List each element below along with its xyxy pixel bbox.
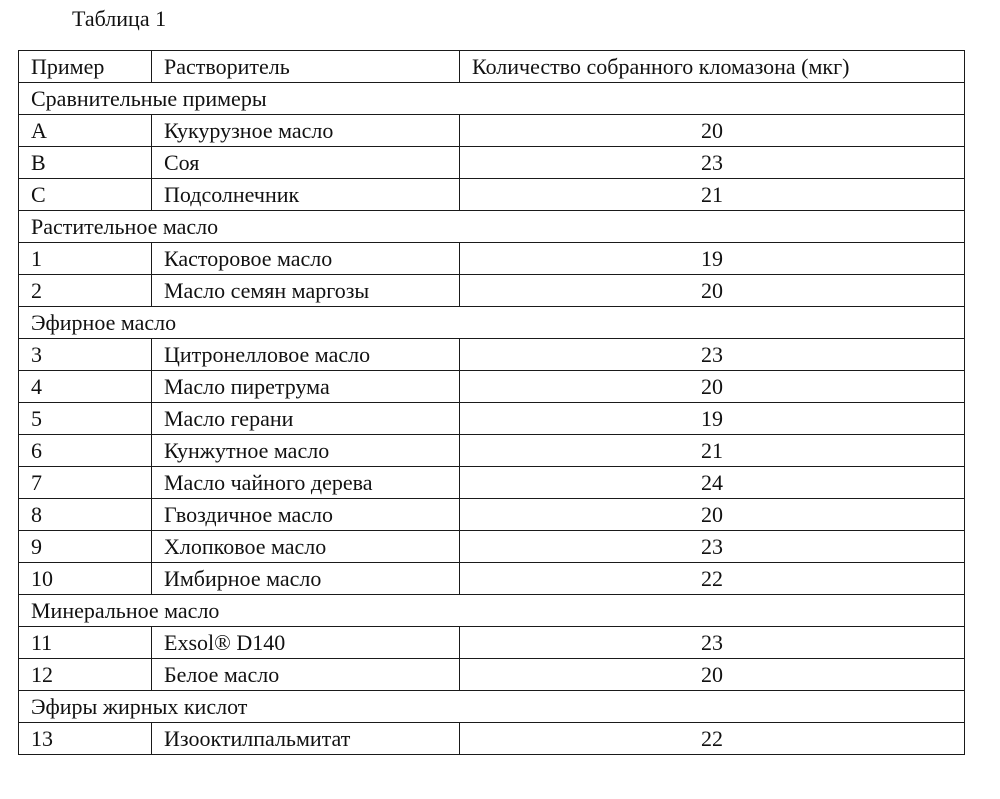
section-row: [19, 211, 965, 243]
amount-cell: 24: [460, 467, 965, 499]
solvent-cell: Имбирное масло: [152, 563, 460, 595]
solvent-cell: Масло пиретрума: [152, 371, 460, 403]
results-table: [18, 50, 965, 755]
solvent-cell: Exsol® D140: [152, 627, 460, 659]
amount-cell: 19: [460, 243, 965, 275]
example-cell: 8: [19, 499, 152, 531]
amount-cell: 20: [460, 371, 965, 403]
amount-cell: 23: [460, 531, 965, 563]
table-row: [19, 723, 965, 755]
example-cell: 9: [19, 531, 152, 563]
amount-cell: 23: [460, 339, 965, 371]
amount-cell: 21: [460, 179, 965, 211]
example-cell: 7: [19, 467, 152, 499]
header-example: Пример: [19, 51, 152, 83]
table-row: [19, 275, 965, 307]
section-title: Минеральное масло: [19, 595, 965, 627]
table-row: [19, 403, 965, 435]
example-cell: A: [19, 115, 152, 147]
table-row: [19, 243, 965, 275]
example-cell: 1: [19, 243, 152, 275]
solvent-cell: Касторовое масло: [152, 243, 460, 275]
example-cell: 5: [19, 403, 152, 435]
amount-cell: 20: [460, 115, 965, 147]
solvent-cell: Соя: [152, 147, 460, 179]
solvent-cell: Гвоздичное масло: [152, 499, 460, 531]
table-row: [19, 179, 965, 211]
example-cell: 3: [19, 339, 152, 371]
example-cell: 11: [19, 627, 152, 659]
section-row: [19, 307, 965, 339]
amount-cell: 22: [460, 723, 965, 755]
example-cell: 12: [19, 659, 152, 691]
example-cell: 6: [19, 435, 152, 467]
section-title: Сравнительные примеры: [19, 83, 965, 115]
solvent-cell: Изооктилпальмитат: [152, 723, 460, 755]
example-cell: B: [19, 147, 152, 179]
section-row: [19, 83, 965, 115]
section-row: [19, 595, 965, 627]
solvent-cell: Белое масло: [152, 659, 460, 691]
solvent-cell: Хлопковое масло: [152, 531, 460, 563]
solvent-cell: Масло чайного дерева: [152, 467, 460, 499]
example-cell: 4: [19, 371, 152, 403]
section-row: [19, 691, 965, 723]
amount-cell: 22: [460, 563, 965, 595]
amount-cell: 21: [460, 435, 965, 467]
table-row: [19, 147, 965, 179]
table-row: [19, 499, 965, 531]
solvent-cell: Цитронелловое масло: [152, 339, 460, 371]
table-caption: Таблица 1: [72, 6, 167, 31]
section-title: Растительное масло: [19, 211, 965, 243]
example-cell: 10: [19, 563, 152, 595]
solvent-cell: Масло герани: [152, 403, 460, 435]
table-row: [19, 115, 965, 147]
solvent-cell: Кунжутное масло: [152, 435, 460, 467]
table-row: [19, 563, 965, 595]
header-solvent: Растворитель: [152, 51, 460, 83]
table-row: [19, 627, 965, 659]
section-title: Эфиры жирных кислот: [19, 691, 965, 723]
solvent-cell: Масло семян маргозы: [152, 275, 460, 307]
solvent-cell: Кукурузное масло: [152, 115, 460, 147]
table-row: [19, 435, 965, 467]
header-row: [19, 51, 965, 83]
table-row: [19, 371, 965, 403]
table-row: [19, 659, 965, 691]
amount-cell: 20: [460, 275, 965, 307]
amount-cell: 23: [460, 627, 965, 659]
solvent-cell: Подсолнечник: [152, 179, 460, 211]
table-row: [19, 531, 965, 563]
amount-cell: 20: [460, 659, 965, 691]
example-cell: 2: [19, 275, 152, 307]
example-cell: C: [19, 179, 152, 211]
example-cell: 13: [19, 723, 152, 755]
amount-cell: 20: [460, 499, 965, 531]
header-amount: Количество собранного кломазона (мкг): [460, 51, 965, 83]
table-row: [19, 467, 965, 499]
table-row: [19, 339, 965, 371]
amount-cell: 19: [460, 403, 965, 435]
amount-cell: 23: [460, 147, 965, 179]
section-title: Эфирное масло: [19, 307, 965, 339]
